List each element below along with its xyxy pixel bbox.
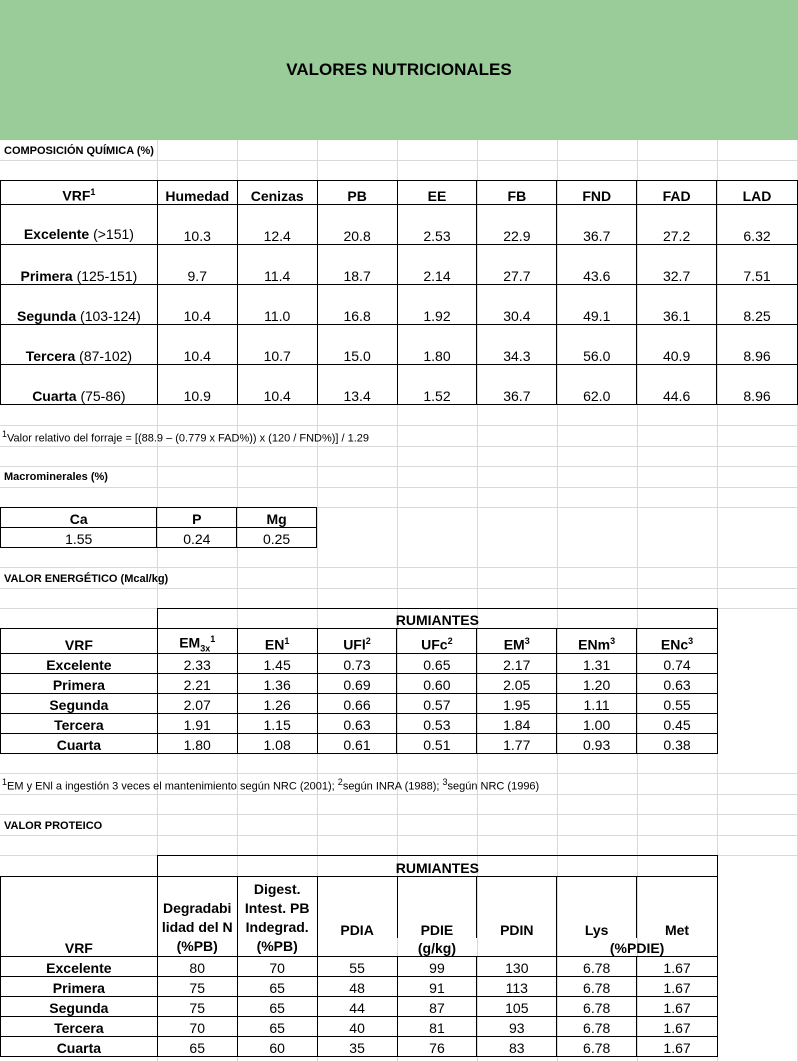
- row-label: Excelente: [1, 654, 158, 674]
- row-label: Tercera: [1, 714, 158, 734]
- vrf-header: VRF$^1$: [1, 181, 158, 205]
- quimica-table: [0, 180, 798, 405]
- table-cell: 36.7: [557, 205, 637, 245]
- table-row: [1, 528, 317, 548]
- row-label: Primera (125-151): [1, 245, 158, 285]
- footnote-energia: $^1$EM y ENl a ingestión 3 veces el mantenimiento según NRC (2001); $^2$según INRA (1988); $^3$según NRC (1996): [2, 777, 540, 793]
- table-cell: 12.4: [237, 205, 317, 245]
- table-cell: 11.0: [237, 285, 317, 325]
- table-row: [1, 694, 718, 714]
- table-cell: 1.52: [397, 365, 477, 405]
- proteico-group-row: [1, 856, 718, 877]
- row-label: Tercera: [1, 1017, 158, 1037]
- table-row: [1, 1017, 718, 1037]
- col-header-em: $EM^3$: [477, 629, 557, 654]
- table-cell: 22.9: [477, 205, 557, 245]
- table-cell: 76: [397, 1037, 477, 1057]
- col-header-digest: Digest. Intest. PB Indegrad. (%PB): [237, 877, 317, 957]
- table-cell: 62.0: [557, 365, 637, 405]
- table-cell: 65: [157, 1037, 237, 1057]
- table-cell: 75: [157, 997, 237, 1017]
- col-header: Ca: [1, 508, 157, 528]
- table-row: [1, 285, 798, 325]
- table-cell: 70: [157, 1017, 237, 1037]
- table-cell: 48: [317, 977, 397, 997]
- table-cell: 6.78: [557, 1017, 637, 1037]
- table-cell: 0.38: [637, 734, 718, 754]
- section-label-macro: Macrominerales (%): [4, 471, 108, 483]
- table-cell: 1.92: [397, 285, 477, 325]
- table-cell: 1.84: [477, 714, 557, 734]
- table-row: [1, 957, 718, 977]
- table-row: [1, 977, 718, 997]
- table-cell: 6.78: [557, 997, 637, 1017]
- table-cell: 1.67: [637, 977, 718, 997]
- table-cell: 27.2: [637, 205, 717, 245]
- table-cell: 30.4: [477, 285, 557, 325]
- table-cell: 0.63: [317, 714, 397, 734]
- table-cell: 0.51: [397, 734, 477, 754]
- table-cell: 0.24: [157, 528, 237, 548]
- table-row: [1, 325, 798, 365]
- col-header-enm: ENm$^3$: [557, 629, 637, 654]
- table-cell: 9.7: [157, 245, 237, 285]
- table-cell: 1.08: [237, 734, 317, 754]
- table-cell: 0.60: [397, 674, 477, 694]
- table-row: [1, 1037, 718, 1057]
- table-cell: 2.07: [157, 694, 237, 714]
- col-header: P: [157, 508, 237, 528]
- table-cell: 44.6: [637, 365, 717, 405]
- table-cell: 93: [477, 1017, 557, 1037]
- table-cell: 1.15: [237, 714, 317, 734]
- table-cell: 2.33: [157, 654, 237, 674]
- table-cell: 0.65: [397, 654, 477, 674]
- table-cell: 36.1: [637, 285, 717, 325]
- table-cell: 6.78: [557, 977, 637, 997]
- group-header-rumiantes: RUMIANTES: [157, 609, 717, 629]
- col-header: FB: [477, 181, 557, 205]
- table-cell: 1.11: [557, 694, 637, 714]
- table-cell: 40: [317, 1017, 397, 1037]
- energia-header-row: [1, 629, 718, 654]
- page-title: VALORES NUTRICIONALES: [286, 60, 512, 79]
- table-row: [1, 674, 718, 694]
- unit-gkg: (g/kg): [317, 938, 557, 957]
- table-cell: 1.55: [1, 528, 157, 548]
- table-cell: 105: [477, 997, 557, 1017]
- table-cell: 27.7: [477, 245, 557, 285]
- table-cell: 10.4: [157, 285, 237, 325]
- section-label-energia: VALOR ENERGÉTICO (Mcal/kg): [4, 573, 169, 585]
- table-cell: 10.4: [157, 325, 237, 365]
- energia-table: [0, 608, 718, 754]
- table-cell: 87: [397, 997, 477, 1017]
- table-cell: 13.4: [317, 365, 397, 405]
- table-row: [1, 714, 718, 734]
- table-cell: 0.66: [317, 694, 397, 714]
- table-cell: 0.73: [317, 654, 397, 674]
- table-cell: 0.55: [637, 694, 718, 714]
- table-cell: 0.45: [637, 714, 718, 734]
- col-header: LAD: [717, 181, 798, 205]
- table-cell: 10.4: [237, 365, 317, 405]
- col-header: EE: [397, 181, 477, 205]
- table-cell: 8.96: [717, 365, 798, 405]
- col-header-ufl: UFl$^2$: [317, 629, 397, 654]
- row-label: Cuarta (75-86): [1, 365, 158, 405]
- proteico-table: [0, 855, 718, 1057]
- table-cell: 1.91: [157, 714, 237, 734]
- table-cell: 65: [237, 997, 317, 1017]
- table-cell: 11.4: [237, 245, 317, 285]
- table-cell: 83: [477, 1037, 557, 1057]
- row-label: Cuarta: [1, 1037, 158, 1057]
- table-cell: 1.45: [237, 654, 317, 674]
- table-cell: 56.0: [557, 325, 637, 365]
- empty-cell: [1, 609, 158, 629]
- table-cell: 1.80: [397, 325, 477, 365]
- table-cell: 1.31: [557, 654, 637, 674]
- vrf-header: VRF: [1, 938, 158, 957]
- table-cell: 10.9: [157, 365, 237, 405]
- table-cell: 81: [397, 1017, 477, 1037]
- col-header-degradabilidad: Degradabi lidad del N (%PB): [157, 877, 237, 957]
- col-header: Humedad: [157, 181, 237, 205]
- table-cell: 32.7: [637, 245, 717, 285]
- row-label: Tercera (87-102): [1, 325, 158, 365]
- row-label: Primera: [1, 977, 158, 997]
- table-cell: 1.26: [237, 694, 317, 714]
- table-cell: 113: [477, 977, 557, 997]
- col-header: Mg: [237, 508, 317, 528]
- col-header: FAD: [637, 181, 717, 205]
- table-cell: 0.53: [397, 714, 477, 734]
- table-cell: 0.61: [317, 734, 397, 754]
- table-cell: 40.9: [637, 325, 717, 365]
- section-label-quimica: COMPOSICIÓN QUÍMICA (%): [4, 145, 154, 157]
- col-header-enc: ENc$^3$: [637, 629, 718, 654]
- table-cell: 99: [397, 957, 477, 977]
- table-cell: 10.7: [237, 325, 317, 365]
- table-cell: 34.3: [477, 325, 557, 365]
- table-cell: 2.21: [157, 674, 237, 694]
- table-cell: 49.1: [557, 285, 637, 325]
- table-cell: 70: [237, 957, 317, 977]
- table-cell: 2.53: [397, 205, 477, 245]
- table-cell: 2.14: [397, 245, 477, 285]
- table-cell: 6.32: [717, 205, 798, 245]
- table-cell: 0.63: [637, 674, 718, 694]
- col-header-em3x: $EM_{3x}^1$: [157, 629, 237, 654]
- row-label: Segunda (103-124): [1, 285, 158, 325]
- section-label-proteico: VALOR PROTEICO: [4, 820, 103, 832]
- table-cell: 18.7: [317, 245, 397, 285]
- col-header: PB: [317, 181, 397, 205]
- group-header-rumiantes: RUMIANTES: [157, 856, 717, 877]
- table-cell: 2.17: [477, 654, 557, 674]
- table-cell: 8.96: [717, 325, 798, 365]
- col-header-met: Met: [637, 877, 718, 938]
- col-header-pdie: PDIE: [397, 877, 477, 938]
- proteico-header-row: [1, 877, 718, 938]
- row-label: Segunda: [1, 694, 158, 714]
- col-header-ufc: UFc$^2$: [397, 629, 477, 654]
- table-cell: 75: [157, 977, 237, 997]
- table-cell: 8.25: [717, 285, 798, 325]
- table-cell: 91: [397, 977, 477, 997]
- col-header-pdin: PDIN: [477, 877, 557, 938]
- col-header-pdia: PDIA: [317, 877, 397, 938]
- table-cell: 35: [317, 1037, 397, 1057]
- table-cell: 1.20: [557, 674, 637, 694]
- quimica-header-row: [1, 181, 798, 205]
- col-header-en: $EN^1$: [237, 629, 317, 654]
- vrf-header: VRF: [1, 629, 158, 654]
- macro-header-row: [1, 508, 317, 528]
- table-cell: 1.67: [637, 997, 718, 1017]
- table-cell: 1.00: [557, 714, 637, 734]
- table-cell: 60: [237, 1037, 317, 1057]
- table-cell: 1.36: [237, 674, 317, 694]
- table-cell: 15.0: [317, 325, 397, 365]
- table-row: [1, 997, 718, 1017]
- table-cell: 6.78: [557, 957, 637, 977]
- unit-pdie: (%PDIE): [557, 938, 718, 957]
- table-cell: 1.77: [477, 734, 557, 754]
- table-row: [1, 365, 798, 405]
- col-header: Cenizas: [237, 181, 317, 205]
- empty-cell: [1, 856, 158, 877]
- table-cell: 0.25: [237, 528, 317, 548]
- table-cell: 7.51: [717, 245, 798, 285]
- energia-group-row: [1, 609, 718, 629]
- table-cell: 55: [317, 957, 397, 977]
- table-cell: 130: [477, 957, 557, 977]
- table-row: [1, 734, 718, 754]
- table-row: [1, 654, 718, 674]
- table-row: [1, 205, 798, 245]
- proteico-units-row: [1, 938, 718, 957]
- table-cell: 0.69: [317, 674, 397, 694]
- row-label: Primera: [1, 674, 158, 694]
- col-header-lys: Lys: [557, 877, 637, 938]
- table-cell: 43.6: [557, 245, 637, 285]
- table-cell: 65: [237, 977, 317, 997]
- table-cell: 16.8: [317, 285, 397, 325]
- row-label: Cuarta: [1, 734, 158, 754]
- table-cell: 10.3: [157, 205, 237, 245]
- row-label: Segunda: [1, 997, 158, 1017]
- table-cell: 1.95: [477, 694, 557, 714]
- table-cell: 0.74: [637, 654, 718, 674]
- footnote-vrf: $^1$Valor relativo del forraje = [(88.9 – (0.779 x FAD%)) x (120 / FND%)] / 1.29: [2, 429, 370, 445]
- row-label: Excelente: [1, 957, 158, 977]
- table-cell: 6.78: [557, 1037, 637, 1057]
- table-cell: 1.80: [157, 734, 237, 754]
- table-cell: 0.93: [557, 734, 637, 754]
- table-cell: 1.67: [637, 1017, 718, 1037]
- table-cell: 0.57: [397, 694, 477, 714]
- table-cell: 44: [317, 997, 397, 1017]
- table-row: [1, 245, 798, 285]
- table-cell: 2.05: [477, 674, 557, 694]
- table-cell: 80: [157, 957, 237, 977]
- table-cell: 20.8: [317, 205, 397, 245]
- vrf-header-top: [1, 877, 158, 938]
- table-cell: 1.67: [637, 1037, 718, 1057]
- macro-table: [0, 507, 317, 548]
- table-cell: 1.67: [637, 957, 718, 977]
- table-cell: 36.7: [477, 365, 557, 405]
- col-header: FND: [557, 181, 637, 205]
- row-label: Excelente (>151): [1, 205, 158, 245]
- table-cell: 65: [237, 1017, 317, 1037]
